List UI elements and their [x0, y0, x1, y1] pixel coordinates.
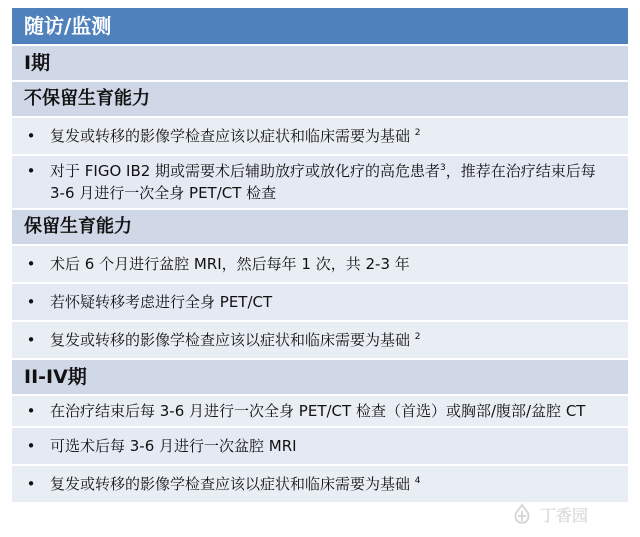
list-item	[12, 466, 628, 504]
bullet: •	[26, 255, 36, 273]
list-item	[12, 322, 628, 360]
footnote-ref: 2	[414, 332, 421, 342]
footnote-ref: 3	[440, 163, 446, 173]
bullet: •	[26, 402, 36, 420]
bullet: •	[26, 331, 36, 349]
item-text: 复发或转移的影像学检查应该以症状和临床需要为基础 $^2$	[50, 127, 421, 145]
list-item	[12, 118, 628, 156]
follow-up-table	[12, 8, 628, 504]
bullet: •	[26, 437, 36, 455]
bullet: •	[26, 127, 36, 145]
bullet: •	[26, 475, 36, 493]
no-fertility-heading: 不保留生育能力	[12, 82, 628, 118]
bullet: •	[26, 293, 36, 311]
fertility-heading: 保留生育能力	[12, 210, 628, 246]
dxy-logo-icon	[510, 503, 534, 527]
table-header: 随访/监测	[12, 8, 628, 46]
list-item	[12, 428, 628, 466]
footnote-ref: 4	[414, 476, 421, 486]
bullet: •	[26, 162, 36, 180]
stage-i-heading: I期	[12, 46, 628, 82]
watermark-text: 丁香园	[540, 506, 589, 525]
list-item	[12, 396, 628, 428]
list-item	[12, 284, 628, 322]
item-text: 复发或转移的影像学检查应该以症状和临床需要为基础 $^2$	[50, 331, 421, 349]
item-text: 可选术后每 3-6 月进行一次盆腔 MRI	[50, 437, 297, 455]
item-text: 对于 FIGO IB2 期或需要术后辅助放疗或放化疗的高危患者$^3$，推荐在治疗结束后每 3-6 月进行一次全身 PET/CT 检查	[50, 162, 596, 202]
list-item	[12, 246, 628, 284]
watermark	[510, 503, 630, 529]
list-item	[12, 156, 628, 210]
stage-ii-iv-heading: II-IV期	[12, 360, 628, 396]
item-text: 在治疗结束后每 3-6 月进行一次全身 PET/CT 检查（首选）或胸部/腹部/盆腔 CT	[50, 402, 586, 420]
footnote-ref: 2	[414, 128, 421, 138]
item-text: 术后 6 个月进行盆腔 MRI，然后每年 1 次，共 2-3 年	[50, 255, 410, 273]
item-text: 复发或转移的影像学检查应该以症状和临床需要为基础 $^4$	[50, 475, 421, 493]
item-text: 若怀疑转移考虑进行全身 PET/CT	[50, 293, 273, 311]
